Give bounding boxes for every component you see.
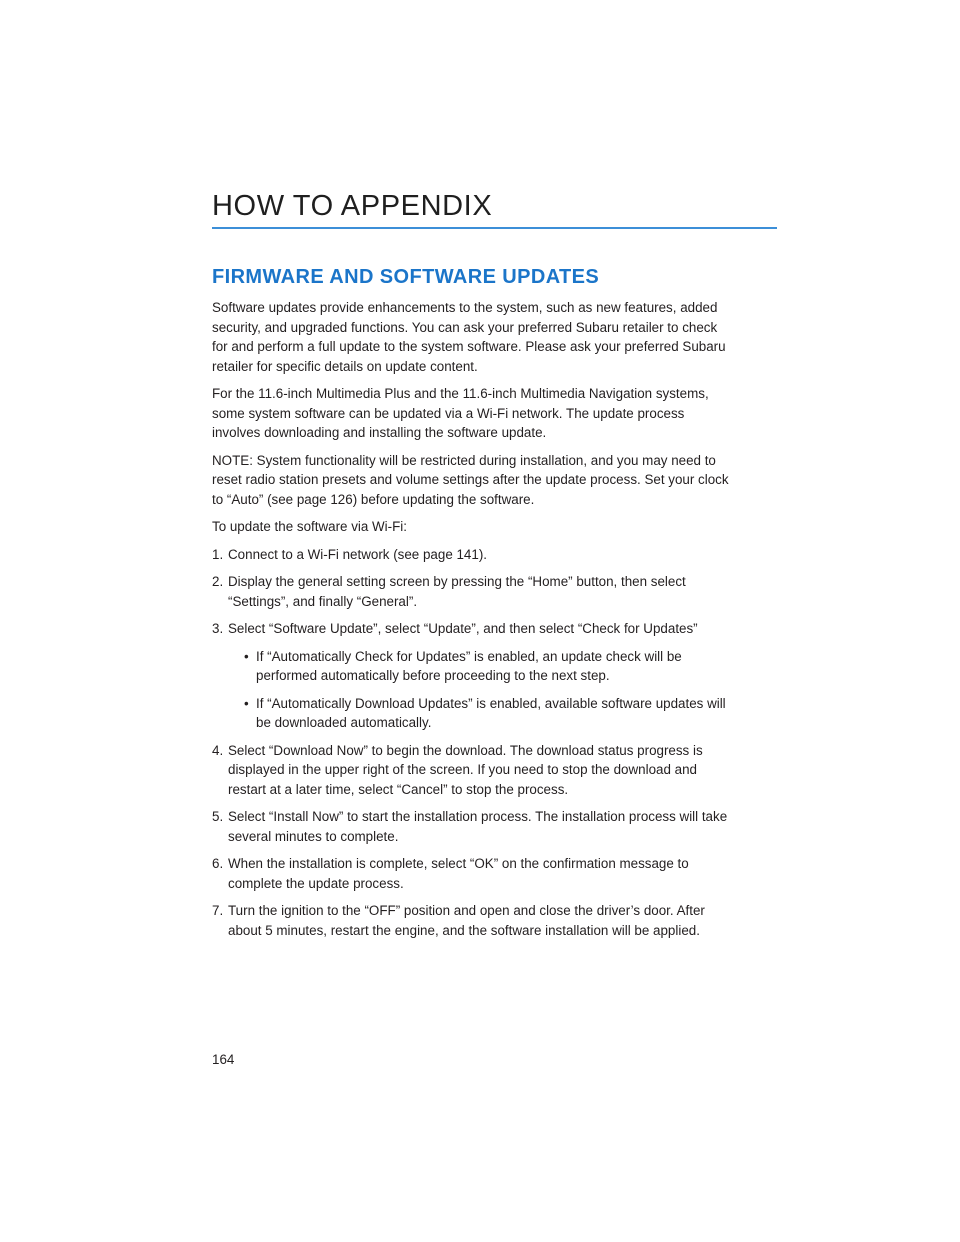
step-number: 2. xyxy=(212,574,224,589)
step-1 xyxy=(212,545,732,565)
note-paragraph: NOTE: System functionality will be restricted during installation, and you may need to reset radio station presets and volume settings after the update process. Set your clock to “Auto” (see page 126) before updating the software. xyxy=(212,452,729,507)
step-number: 3. xyxy=(212,621,224,636)
step-3 xyxy=(212,619,732,733)
step-text: Select “Download Now” to begin the download. The download status progress is displayed in the upper right of the screen. If you need to stop the download and restart at a later time, select “Cancel” to stop the process. xyxy=(228,742,703,797)
bullet-icon: • xyxy=(244,648,249,664)
bullet-auto-download xyxy=(228,694,732,733)
step-number: 5. xyxy=(212,809,224,824)
step-3-bullets xyxy=(228,647,732,733)
header-divider xyxy=(212,227,777,229)
step-number: 4. xyxy=(212,742,224,758)
wifi-paragraph: For the 11.6-inch Multimedia Plus and the 11.6-inch Multimedia Navigation systems, some system software can be updated via a Wi-Fi network. The update process involves downloading and installing the software update. xyxy=(212,386,709,440)
update-steps-list xyxy=(212,545,732,941)
step-text: Select “Software Update”, select “Update”, and then select “Check for Updates” xyxy=(228,621,698,636)
step-2 xyxy=(212,572,732,611)
bullet-auto-check xyxy=(228,647,732,686)
bullet-text: If “Automatically Download Updates” is enabled, available software updates will be downloaded automatically. xyxy=(256,695,726,730)
step-text: Select “Install Now” to start the installation process. The installation process will take several minutes to complete. xyxy=(228,809,728,844)
step-text: Connect to a Wi-Fi network (see page 141). xyxy=(228,546,488,562)
bullet-text: If “Automatically Check for Updates” is enabled, an update check will be performed automatically before proceeding to the next step. xyxy=(256,648,682,683)
step-number: 6. xyxy=(212,856,224,871)
page-number: 164 xyxy=(212,1052,235,1067)
step-6 xyxy=(212,854,732,893)
step-7 xyxy=(212,901,732,940)
step-4 xyxy=(212,741,732,800)
bullet-icon: • xyxy=(244,695,249,711)
article-title: FIRMWARE AND SOFTWARE UPDATES xyxy=(212,266,600,288)
step-number: 1. xyxy=(212,546,224,562)
article-content xyxy=(212,264,732,948)
instructions-lead: To update the software via Wi-Fi: xyxy=(212,519,407,534)
section-title: HOW TO APPENDIX xyxy=(212,190,493,222)
page-header xyxy=(212,188,777,229)
step-text: Turn the ignition to the “OFF” position and open and close the driver’s door. After about 5 minutes, restart the engine, and the software installation will be applied. xyxy=(228,903,705,938)
step-5 xyxy=(212,807,732,846)
step-number: 7. xyxy=(212,903,224,918)
step-text: Display the general setting screen by pressing the “Home” button, then select “Settings”, and finally “General”. xyxy=(228,574,686,609)
step-text: When the installation is complete, select “OK” on the confirmation message to complete the update process. xyxy=(228,856,689,891)
intro-paragraph: Software updates provide enhancements to the system, such as new features, added security, and upgraded functions. You can ask your preferred Subaru retailer to check for and perform a full update to the system software. Please ask your preferred Subaru retailer for specific details on update content. xyxy=(212,300,726,374)
